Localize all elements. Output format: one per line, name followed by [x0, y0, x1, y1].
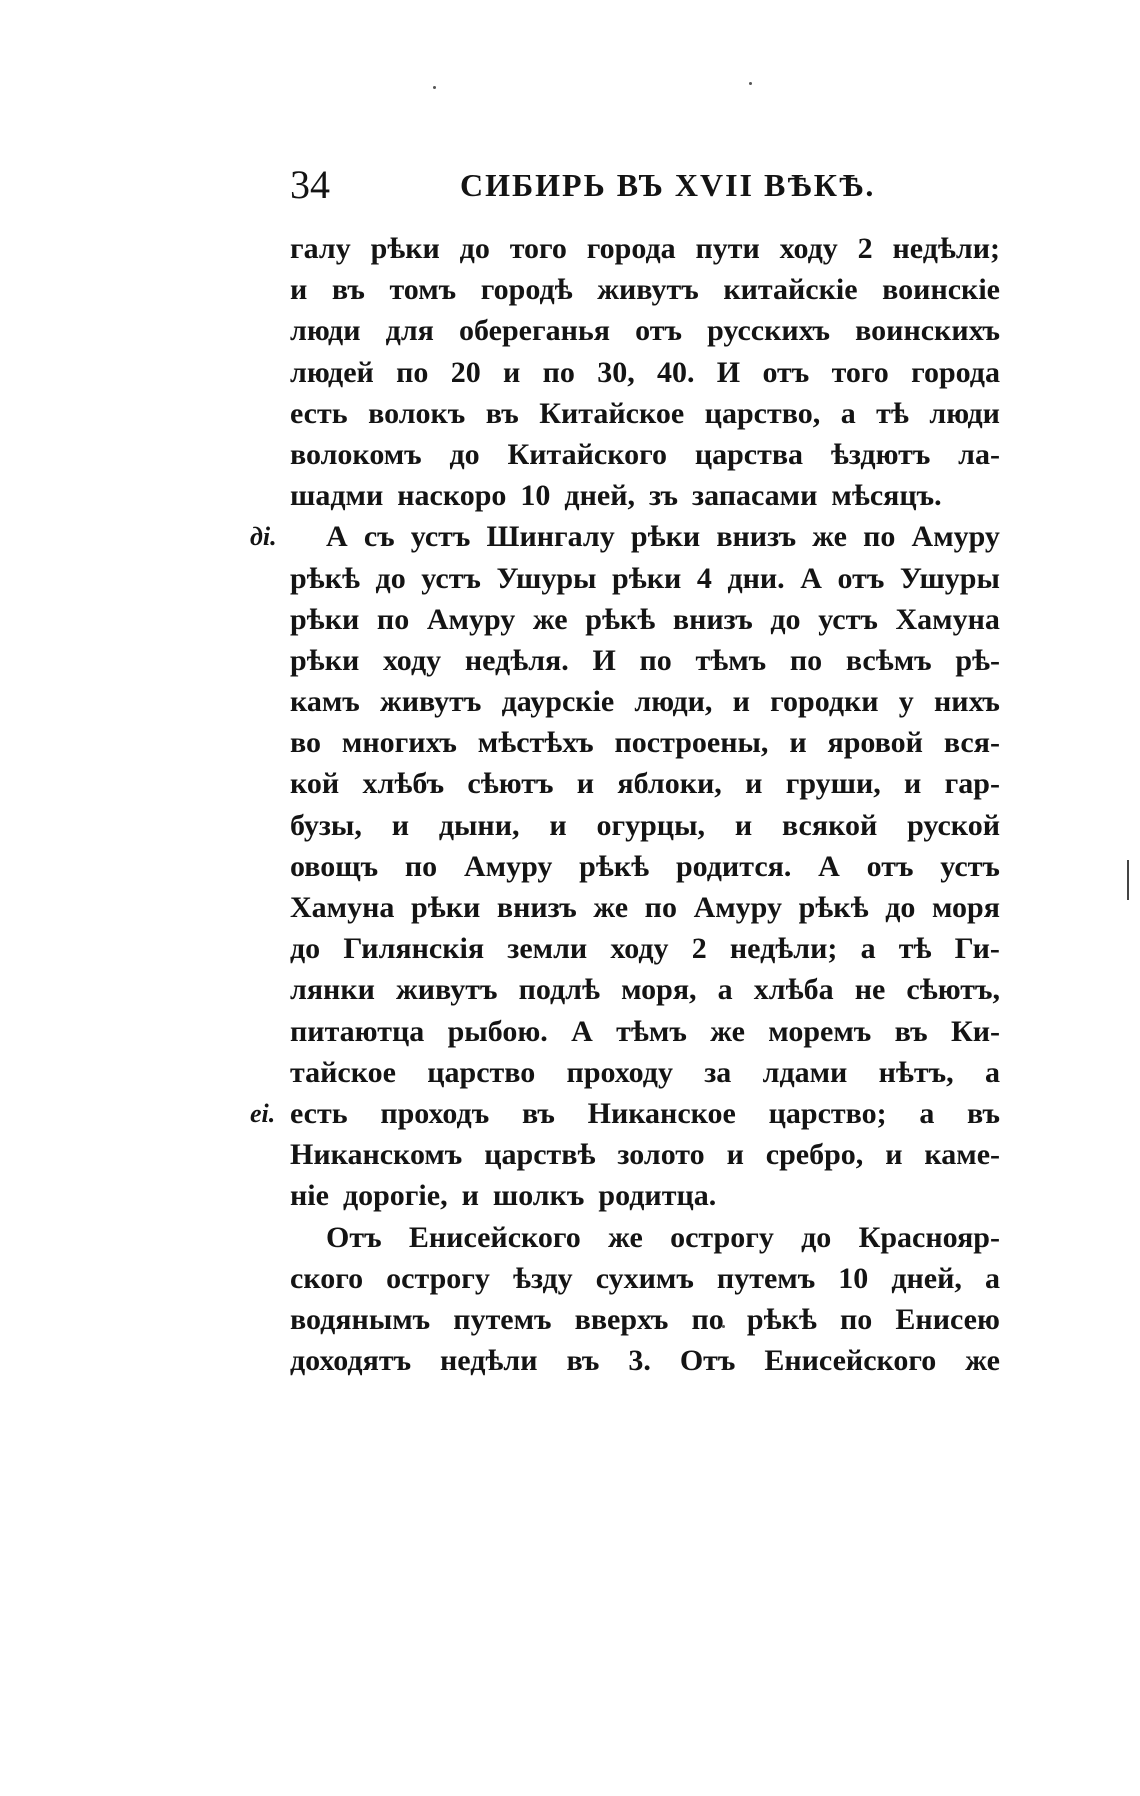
- page-number: 34: [290, 162, 330, 207]
- text-word: А: [800, 561, 822, 595]
- text-line: [290, 434, 1000, 475]
- text-line: [290, 228, 1000, 269]
- text-word: а: [840, 396, 856, 430]
- text-word: до: [449, 437, 480, 471]
- text-word: въ: [894, 1014, 928, 1048]
- text-word: пути: [695, 232, 760, 265]
- text-word: рѣки: [411, 891, 481, 924]
- text-word: устъ: [818, 602, 878, 636]
- text-word: до: [459, 232, 490, 265]
- text-word: волокомъ: [290, 437, 422, 471]
- text-word: путемъ: [716, 1261, 816, 1295]
- text-word: многихъ: [341, 726, 457, 760]
- text-word: Ушуры: [496, 561, 597, 595]
- text-word: въ: [967, 1096, 1000, 1130]
- text-word: города: [911, 355, 1000, 389]
- text-word: по: [396, 355, 429, 389]
- text-word: и: [726, 1138, 744, 1172]
- text-word: рѣки: [630, 520, 701, 554]
- text-word: моря,: [621, 973, 697, 1007]
- text-word: и: [461, 1179, 479, 1213]
- running-head: [290, 160, 1000, 210]
- text-word: Амуру: [911, 520, 1000, 554]
- text-word: съ: [363, 520, 395, 554]
- text-word: Китайского: [507, 437, 668, 471]
- text-word: ніе: [290, 1179, 329, 1213]
- text-word: того: [831, 355, 889, 389]
- text-word: проходъ: [380, 1096, 490, 1130]
- text-word: города: [586, 232, 676, 265]
- text-word: же: [532, 602, 568, 636]
- text-word: есть: [290, 1096, 348, 1130]
- text-word: и: [732, 685, 750, 719]
- text-word: А: [571, 1014, 593, 1048]
- text-word: нихъ: [934, 685, 1000, 719]
- text-word: а: [919, 1096, 935, 1130]
- text-word: недѣля.: [464, 643, 569, 677]
- text-line: [290, 928, 1000, 969]
- text-word: вверхъ: [574, 1302, 669, 1336]
- text-line: [290, 393, 1000, 434]
- text-word: томъ: [389, 273, 457, 307]
- text-word: гар-: [944, 767, 1000, 801]
- text-word: по: [376, 602, 410, 636]
- text-word: же: [710, 1014, 745, 1048]
- text-word: рѣ-: [955, 643, 1000, 677]
- text-word: кой: [290, 767, 340, 801]
- text-line: [290, 558, 1000, 599]
- text-word: земли: [507, 932, 588, 966]
- text-word: до: [770, 602, 801, 636]
- text-word: мѣстѣхъ: [477, 726, 594, 760]
- text-word: устъ: [421, 561, 481, 595]
- text-word: рѣки: [290, 643, 360, 677]
- text-word: доходятъ: [290, 1344, 412, 1378]
- text-word: ходу: [610, 932, 669, 966]
- text-line: [290, 1011, 1000, 1052]
- text-line: [290, 846, 1000, 887]
- text-line: [290, 269, 1000, 310]
- text-word: 10: [838, 1261, 869, 1295]
- text-word: въ: [485, 396, 519, 430]
- text-line: [290, 969, 1000, 1010]
- margin-note: еі.: [250, 1099, 276, 1129]
- text-word: Краснояр-: [858, 1220, 1000, 1254]
- text-word: люди,: [634, 685, 713, 719]
- text-word: въ: [521, 1096, 555, 1130]
- text-word: у: [898, 685, 914, 719]
- text-word: лдами: [762, 1055, 848, 1089]
- text-word: бузы,: [290, 808, 362, 842]
- text-word: не: [854, 973, 886, 1007]
- text-word: дорогіе,: [342, 1179, 448, 1213]
- text-word: острогу: [386, 1261, 490, 1295]
- text-word: дни.: [727, 561, 785, 595]
- text-word: же: [965, 1344, 1000, 1378]
- text-word: до: [290, 932, 321, 966]
- text-line: [290, 1258, 1000, 1299]
- text-word: яровой: [827, 726, 923, 760]
- text-word: И: [592, 643, 616, 677]
- text-word: нѣтъ,: [878, 1055, 954, 1089]
- text-word: водянымъ: [290, 1302, 431, 1336]
- text-word: 20: [450, 355, 481, 389]
- text-word: же: [593, 891, 629, 924]
- text-line: [290, 310, 1000, 351]
- text-word: построены,: [614, 726, 769, 760]
- text-word: а: [984, 1055, 1000, 1089]
- text-word: до: [375, 561, 406, 595]
- text-word: внизъ: [672, 602, 753, 636]
- text-word: и: [734, 808, 753, 842]
- text-line: [290, 475, 1000, 516]
- text-word: есть: [290, 396, 348, 430]
- text-word: во: [290, 726, 321, 760]
- text-word: Никанскомъ: [290, 1138, 463, 1172]
- text-word: живутъ: [379, 685, 482, 719]
- text-word: руской: [907, 808, 1000, 842]
- text-line: [290, 722, 1000, 763]
- text-word: Ки-: [950, 1014, 1000, 1048]
- text-word: ла-: [958, 437, 1000, 471]
- text-line: [290, 1134, 1000, 1175]
- text-word: Гилянскія: [343, 932, 485, 966]
- text-line: [290, 1175, 1000, 1216]
- text-word: родитца.: [598, 1179, 717, 1213]
- text-word: по: [789, 643, 823, 677]
- text-word: тайское: [290, 1055, 396, 1089]
- text-word: ского: [290, 1261, 364, 1295]
- text-word: устъ: [410, 520, 471, 554]
- text-line: [290, 1052, 1000, 1093]
- text-word: рѣки: [290, 602, 360, 636]
- text-word: и: [391, 808, 409, 842]
- text-word: тѣ: [898, 932, 932, 966]
- text-word: царство;: [768, 1096, 887, 1130]
- text-word: воинскихъ: [855, 314, 1000, 348]
- text-word: путемъ: [453, 1302, 552, 1336]
- text-word: царствѣ: [484, 1138, 596, 1172]
- text-word: шадми: [290, 479, 384, 513]
- body-text: [290, 228, 1000, 1381]
- text-word: даурскіе: [501, 685, 615, 719]
- text-word: мѣсяцъ.: [831, 479, 942, 513]
- text-word: рѣкѣ: [290, 561, 360, 595]
- text-word: Хамуна: [290, 891, 395, 924]
- text-word: царства: [694, 437, 804, 471]
- text-line: [290, 1093, 1000, 1134]
- text-word: острогу: [670, 1220, 774, 1254]
- text-word: сухимъ: [595, 1261, 694, 1295]
- scan-edge-mark: [1127, 860, 1129, 900]
- text-word: по: [639, 643, 672, 677]
- text-word: Амуру: [463, 849, 553, 883]
- text-word: живутъ: [396, 973, 498, 1007]
- text-word: сребро,: [765, 1138, 864, 1172]
- text-word: И: [716, 355, 741, 389]
- text-word: 2: [691, 932, 707, 966]
- text-word: всѣмъ: [845, 643, 932, 677]
- text-word: отъ: [837, 561, 885, 595]
- text-word: Китайское: [539, 396, 685, 430]
- running-title: СИБИРЬ ВЪ XVII ВѢКѢ.: [460, 167, 876, 203]
- text-word: Отъ: [679, 1344, 736, 1378]
- text-word: вся-: [943, 726, 1000, 760]
- text-line: [290, 1217, 1000, 1258]
- text-word: и: [503, 355, 521, 389]
- text-word: по: [542, 355, 575, 389]
- text-word: 40.: [657, 355, 695, 389]
- text-word: рыбою.: [447, 1014, 548, 1048]
- text-word: китайскіе: [723, 273, 858, 307]
- text-word: Шингалу: [486, 520, 615, 554]
- text-word: ходу: [779, 232, 838, 265]
- text-word: Амуру: [693, 891, 782, 924]
- text-word: дыни,: [438, 808, 520, 842]
- text-word: отъ: [866, 849, 914, 883]
- text-word: рѣки: [370, 232, 440, 265]
- text-word: обереганья: [459, 314, 610, 348]
- text-word: подлѣ: [518, 973, 600, 1007]
- text-word: овощъ: [290, 849, 379, 883]
- text-word: груши,: [785, 767, 881, 801]
- text-line: [290, 1299, 1000, 1340]
- text-word: тѣ: [876, 396, 909, 430]
- text-word: въ: [331, 273, 365, 307]
- text-word: 4: [696, 561, 712, 595]
- text-word: и: [576, 767, 595, 801]
- text-line: [290, 640, 1000, 681]
- text-word: до: [885, 891, 916, 924]
- text-word: люди: [929, 396, 1000, 430]
- text-word: яблоки,: [617, 767, 722, 801]
- text-word: недѣли;: [892, 232, 1000, 265]
- text-word: питаютца: [290, 1014, 425, 1048]
- text-word: воинскіе: [882, 273, 1000, 307]
- text-word: Никанское: [587, 1096, 736, 1130]
- text-word: Енисейского: [408, 1220, 581, 1254]
- text-line: [290, 516, 1000, 557]
- text-word: А: [818, 849, 840, 883]
- text-word: до: [801, 1220, 832, 1254]
- text-word: галу: [290, 232, 351, 265]
- text-word: Амуру: [426, 602, 516, 636]
- text-word: ѣзду: [512, 1261, 573, 1295]
- text-word: живутъ: [597, 273, 699, 307]
- text-word: людей: [290, 355, 374, 389]
- text-word: внизъ: [496, 891, 577, 924]
- text-word: А: [326, 520, 348, 554]
- scan-dust-mark: [749, 82, 752, 85]
- text-word: 3.: [628, 1344, 651, 1378]
- text-word: рѣки: [612, 561, 682, 595]
- text-word: Енисею: [895, 1302, 1000, 1336]
- text-word: ѣздютъ: [830, 437, 931, 471]
- text-word: наскоро: [397, 479, 507, 513]
- text-word: 2: [857, 232, 873, 265]
- text-word: городки: [770, 685, 879, 719]
- text-line: [290, 763, 1000, 804]
- text-word: по: [863, 520, 896, 554]
- text-word: и: [745, 767, 763, 801]
- text-word: родится.: [675, 849, 792, 883]
- text-word: люди: [290, 314, 361, 348]
- text-word: и: [789, 726, 807, 760]
- text-word: камъ: [290, 685, 360, 719]
- text-word: запасами: [692, 479, 818, 513]
- text-word: моремъ: [768, 1014, 872, 1048]
- text-word: отъ: [762, 355, 810, 389]
- text-word: того: [509, 232, 567, 265]
- text-word: и: [549, 808, 567, 842]
- text-word: дней,: [891, 1261, 962, 1295]
- text-word: внизъ: [716, 520, 797, 554]
- text-word: сѣютъ,: [906, 973, 1000, 1007]
- text-word: рѣкѣ: [585, 602, 656, 636]
- text-word: и: [290, 273, 308, 307]
- text-word: рѣкѣ: [798, 891, 869, 924]
- scan-dust-mark: [433, 86, 436, 89]
- text-word: городѣ: [480, 273, 573, 307]
- text-word: сѣютъ: [467, 767, 554, 801]
- text-word: русскихъ: [707, 314, 831, 348]
- text-word: Отъ: [326, 1220, 382, 1254]
- text-line: [290, 887, 1000, 928]
- text-word: Енисейского: [764, 1344, 937, 1378]
- text-word: устъ: [940, 849, 1000, 883]
- text-word: недѣли: [440, 1344, 538, 1378]
- text-word: всякой: [781, 808, 878, 842]
- margin-note: ді.: [250, 522, 277, 552]
- text-word: рѣкѣ: [579, 849, 650, 883]
- text-word: волокъ: [368, 396, 466, 430]
- text-word: за: [704, 1055, 732, 1089]
- text-word: моря: [932, 891, 1000, 924]
- text-line: [290, 805, 1000, 846]
- text-line: [290, 599, 1000, 640]
- text-line: [290, 1340, 1000, 1381]
- text-word: Хамуна: [895, 602, 1000, 636]
- text-word: зъ: [648, 479, 679, 513]
- text-word: проходу: [566, 1055, 673, 1089]
- text-word: а: [984, 1261, 1000, 1295]
- text-word: а: [860, 932, 876, 966]
- text-word: хлѣбъ: [362, 767, 445, 801]
- text-word: по: [404, 849, 438, 883]
- text-word: Ушуры: [899, 561, 1000, 595]
- text-word: и: [904, 767, 922, 801]
- text-word: 30,: [597, 355, 635, 389]
- text-word: тѣмъ: [616, 1014, 687, 1048]
- text-word: 10: [520, 479, 551, 513]
- text-word: въ: [566, 1344, 600, 1378]
- text-word: царство,: [704, 396, 821, 430]
- text-word: лянки: [290, 973, 375, 1007]
- text-word: хлѣба: [753, 973, 834, 1007]
- text-word: же: [812, 520, 847, 554]
- text-line: [290, 352, 1000, 393]
- text-word: каме-: [924, 1138, 1000, 1172]
- text-word: по: [691, 1302, 724, 1336]
- text-word: по: [840, 1302, 873, 1336]
- text-word: огурцы,: [596, 808, 705, 842]
- text-word: для: [385, 314, 434, 348]
- text-word: а: [717, 973, 733, 1007]
- text-word: рѣкѣ: [746, 1302, 817, 1336]
- text-word: по: [644, 891, 677, 924]
- text-word: тѣмъ: [695, 643, 767, 677]
- text-word: царство: [427, 1055, 536, 1089]
- text-word: и: [885, 1138, 903, 1172]
- text-word: шолкъ: [492, 1179, 585, 1213]
- text-word: ходу: [382, 643, 442, 677]
- text-word: Ги-: [954, 932, 1000, 966]
- text-word: отъ: [635, 314, 682, 348]
- text-word: недѣли;: [729, 932, 838, 966]
- text-line: [290, 681, 1000, 722]
- text-word: золото: [617, 1138, 705, 1172]
- text-word: же: [608, 1220, 643, 1254]
- text-word: дней,: [564, 479, 635, 513]
